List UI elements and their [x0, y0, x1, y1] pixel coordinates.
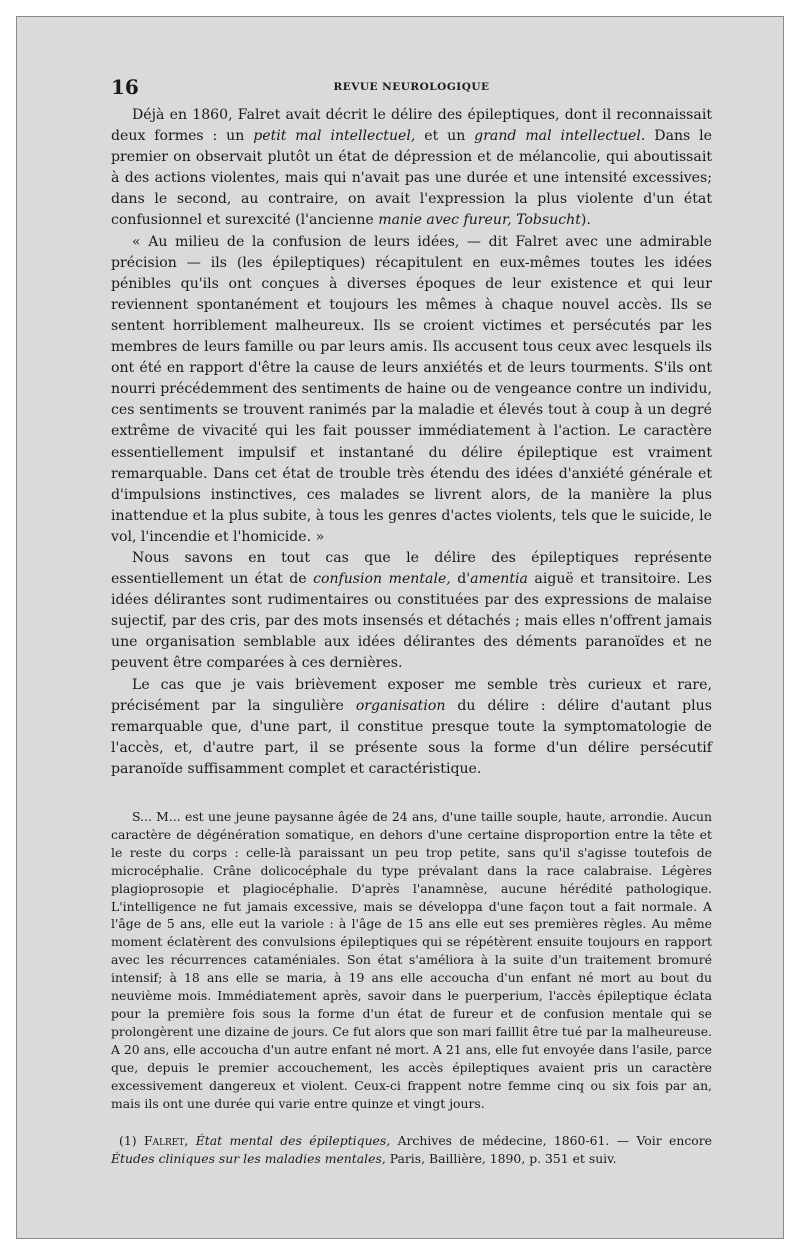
text-run: Dans le premier on observait plutôt un état de dépression et de mélancolie, qui aboutissait à des actions violentes, mais qui n'avait pas une durée et une intensité excessives; dans le second, au contraire, on avait l'expression la plus violente d'un état confusionnel et surexcité (l'ancienne [111, 128, 713, 229]
paragraph-confusion-mentale [111, 548, 712, 675]
footnote-paragraph [111, 1132, 712, 1168]
text-run: , [184, 1133, 196, 1149]
text-run: ). [580, 212, 591, 229]
text-run: et un [415, 128, 475, 145]
footnote-title: Études cliniques sur les maladies mentales, [111, 1151, 386, 1167]
emphasis: amentia [470, 571, 528, 588]
emphasis: petit mal intellectuel, [253, 128, 416, 145]
running-title: REVUE NEUROLOGIQUE [333, 81, 490, 93]
case-paragraph: S... M... est une jeune paysanne âgée de 24 ans, d'une taille souple, haute, arrondie. Aucun caractère de dégénération somatique, en dehors d'une certaine disproportion entre la tête et le reste du corps : celle-là paraissant un peu trop petite, sans qu'il s'agisse toutefois de microcéphalie. Crâne dolicocéphale du type prévalant dans la race calabraise. Légères plagioprosopie et plagiocéphalie. D'après l'anamnèse, aucune hérédité pathologique. L'intelligence ne fut jamais excessive, mais se développa d'une façon tout a fait normale. A l'âge de 5 ans, elle eut la variole : à l'âge de 15 ans elle eut ses premières règles. Au même moment éclatèrent des convulsions épileptiques qui se répétèrent ensuite toujours en rapport avec les récurrences cataméniales. Son état s'améliora à la suite d'un traitement bromuré intensif; à 18 ans elle se maria, à 19 ans elle accoucha d'un enfant né mort au bout du neuvième mois. Immédiatement après, savoir dans le puerperium, l'accès épileptique éclata pour la première fois sous la forme d'un état de fureur et de confusion mentale qui se prolongèrent une dizaine de jours. Ce fut alors que son mari faillit être tué par la malheureuse. A 20 ans, elle accoucha d'un autre enfant né mort. A 21 ans, elle fut envoyée dans l'asile, parce que, depuis le premier accouchement, les accès épileptiques avaient pris un caractère excessivement dangereux et violent. Ceux-ci frappent notre femme cinq ou six fois par an, mais ils ont une durée qui varie entre quinze et vingt jours. [111, 809, 712, 1111]
paragraph-falret-forms [111, 105, 712, 232]
text-run: Paris, Baillière, 1890, p. 351 et suiv. [385, 1151, 617, 1167]
text-run: d' [450, 571, 471, 588]
emphasis: grand mal intellectuel. [474, 128, 646, 145]
body-text [111, 105, 712, 780]
page-header [111, 75, 712, 105]
emphasis: manie avec fureur, Tobsucht [378, 212, 581, 229]
text-run: aiguë et transitoire. Les idées délirantes sont rudimentaires ou constituées par des expressions de malaise sujectif, par des cris, par des mots insensés et détachés ; mais elles n'offrent jamais une organisation semblable aux idées délirantes des déments paranoïdes et ne peuvent être comparées à ces dernières. [111, 571, 712, 672]
text-run: Le cas que je vais brièvement exposer me semble très curieux et rare, précisément par la singulière [111, 676, 712, 714]
footnote-author: Falret [143, 1133, 185, 1149]
text-run: du délire : délire d'autant plus remarquable que, d'une part, il constitue presque toute la symptomatologie de l'accès, et, d'autre part, il se présente sous la forme d'un délire persécutif paranoïde suffisamment complet et caractéristique. [111, 697, 712, 777]
case-history [111, 808, 712, 1112]
paragraph-case-intro [111, 675, 712, 780]
footnote-marker: (1) [119, 1133, 144, 1149]
text-run: Nous savons en tout cas que le délire des épileptiques représente essentiellement un état de [111, 549, 712, 588]
page-content [111, 75, 712, 1168]
page-number: 16 [111, 75, 139, 99]
footnote [111, 1132, 712, 1168]
emphasis: confusion mentale, [313, 571, 451, 588]
footnote-title: État mental des épileptiques, [195, 1133, 391, 1149]
text-run: Archives de médecine, 1860-61. — Voir encore [390, 1133, 712, 1149]
scanned-page [16, 16, 784, 1239]
paragraph-falret-quote: « Au milieu de la confusion de leurs idées, — dit Falret avec une admirable précision — ils (les épileptiques) récapitulent en eux-mêmes toutes les idées pénibles qu'ils ont conçues à diverses époques de leur existence et qui leur reviennent spontanément et toujours les mêmes à chaque nouvel accès. Ils se sentent horriblement malheureux. Ils se croient victimes et persécutés par les membres de leurs famille ou par leurs amis. Ils accusent tous ceux avec lesquels ils ont été en rapport d'être la cause de leurs anxiétés et de leurs tourments. S'ils ont nourri précédemment des sentiments de haine ou de vengeance contre un individu, ces sentiments se trouvent ranimés par la maladie et élevés tout à coup à un degré extrême de vivacité qui les fait pousser immédiatement à l'action. Le caractère essentiellement impulsif et instantané du délire épileptique est vraiment remarquable. Dans cet état de trouble très étendu des idées d'anxiété générale et d'impulsions instinctives, ces malades se livrent alors, de la manière la plus inattendue et la plus subite, à tous les genres d'actes violents, tels que le suicide, le vol, l'incendie et l'homicide. » [111, 233, 712, 545]
emphasis: organisation [355, 697, 446, 714]
text-run: Déjà en 1860, Falret avait décrit le délire des épileptiques, dont il reconnaissait deux formes : un [111, 107, 712, 145]
